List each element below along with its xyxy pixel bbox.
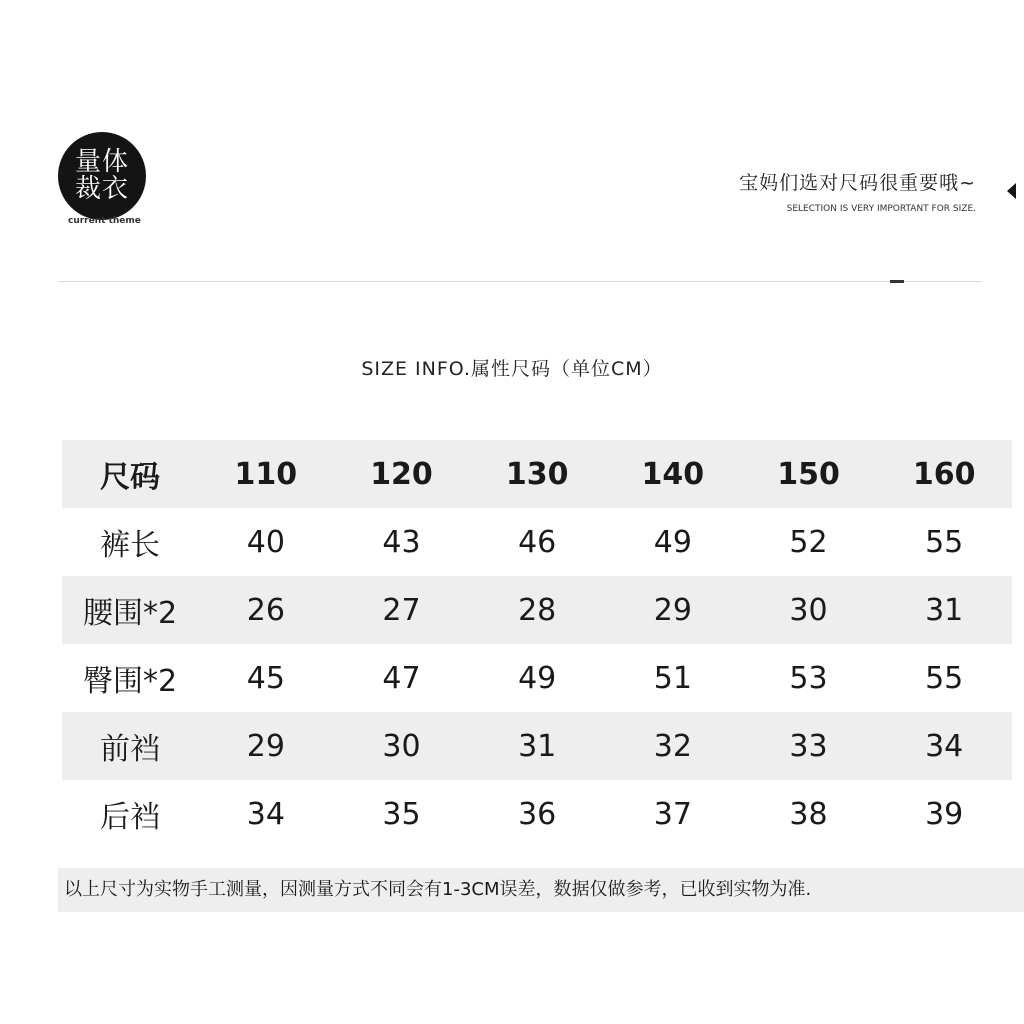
triangle-left-icon [1007,183,1016,199]
size-header-cell: 130 [505,456,569,492]
row-label: 腰围*2 [82,596,178,631]
table-cell: 31 [925,592,964,628]
table-row [62,508,1012,576]
table-cell: 32 [653,728,692,764]
table-cell: 35 [382,796,421,832]
table-cell: 29 [246,728,285,764]
table-cell: 27 [382,592,421,628]
table-cell: 29 [653,592,692,628]
size-header-cell: 140 [641,456,705,492]
table-cell: 43 [382,524,421,560]
table-cell: 47 [382,660,421,696]
table-cell: 37 [653,796,692,832]
table-cell: 55 [925,660,964,696]
logo-pointer-icon [134,166,144,180]
table-cell: 52 [789,524,828,560]
divider-mark [890,280,904,283]
table-cell: 38 [789,796,828,832]
size-header-cell: 150 [777,456,840,492]
logo-line-1: 量体 [74,146,129,177]
table-row [62,712,1012,780]
table-cell: 30 [789,592,828,628]
row-label: 臀围*2 [82,664,178,699]
table-cell: 34 [246,796,285,832]
table-cell: 45 [246,660,285,696]
table-row [62,644,1012,712]
row-label: 裤长 [100,528,160,563]
row-label: 后裆 [100,800,160,835]
table-cell: 34 [925,728,964,764]
size-header-cell: 160 [912,456,976,492]
section-title: SIZE INFO.属性尺码（单位CM） [361,358,663,380]
logo-line-2: 裁衣 [74,174,129,204]
logo-caption: current theme [68,216,141,226]
table-cell: 46 [518,524,557,560]
table-cell: 36 [518,796,557,832]
table-cell: 28 [518,592,557,628]
header-divider [58,281,982,282]
brand-logo [58,132,146,220]
size-header-cell: 120 [370,456,433,492]
table-cell: 49 [518,660,557,696]
table-cell: 51 [653,660,692,696]
size-table [62,440,1012,848]
measurement-footnote: 以上尺寸为实物手工测量，因测量方式不同会有1-3CM误差，数据仅做参考，已收到实物为准. [58,868,1024,912]
table-row [62,576,1012,644]
size-header-cell: 110 [234,456,298,492]
table-cell: 30 [382,728,421,764]
table-header-label: 尺码 [100,460,160,495]
table-cell: 33 [789,728,828,764]
table-header-row [62,440,1012,508]
table-cell: 49 [653,524,692,560]
table-cell: 53 [789,660,828,696]
table-cell: 39 [925,796,964,832]
table-cell: 31 [518,728,557,764]
table-cell: 40 [246,524,285,560]
header-title-cn: 宝妈们选对尺码很重要哦~ [739,172,976,194]
table-row [62,780,1012,848]
row-label: 前裆 [100,732,160,767]
table-cell: 55 [925,524,964,560]
header-tagline [739,168,976,214]
header-title-en: SELECTION IS VERY IMPORTANT FOR SIZE. [786,204,976,214]
table-cell: 26 [246,592,285,628]
